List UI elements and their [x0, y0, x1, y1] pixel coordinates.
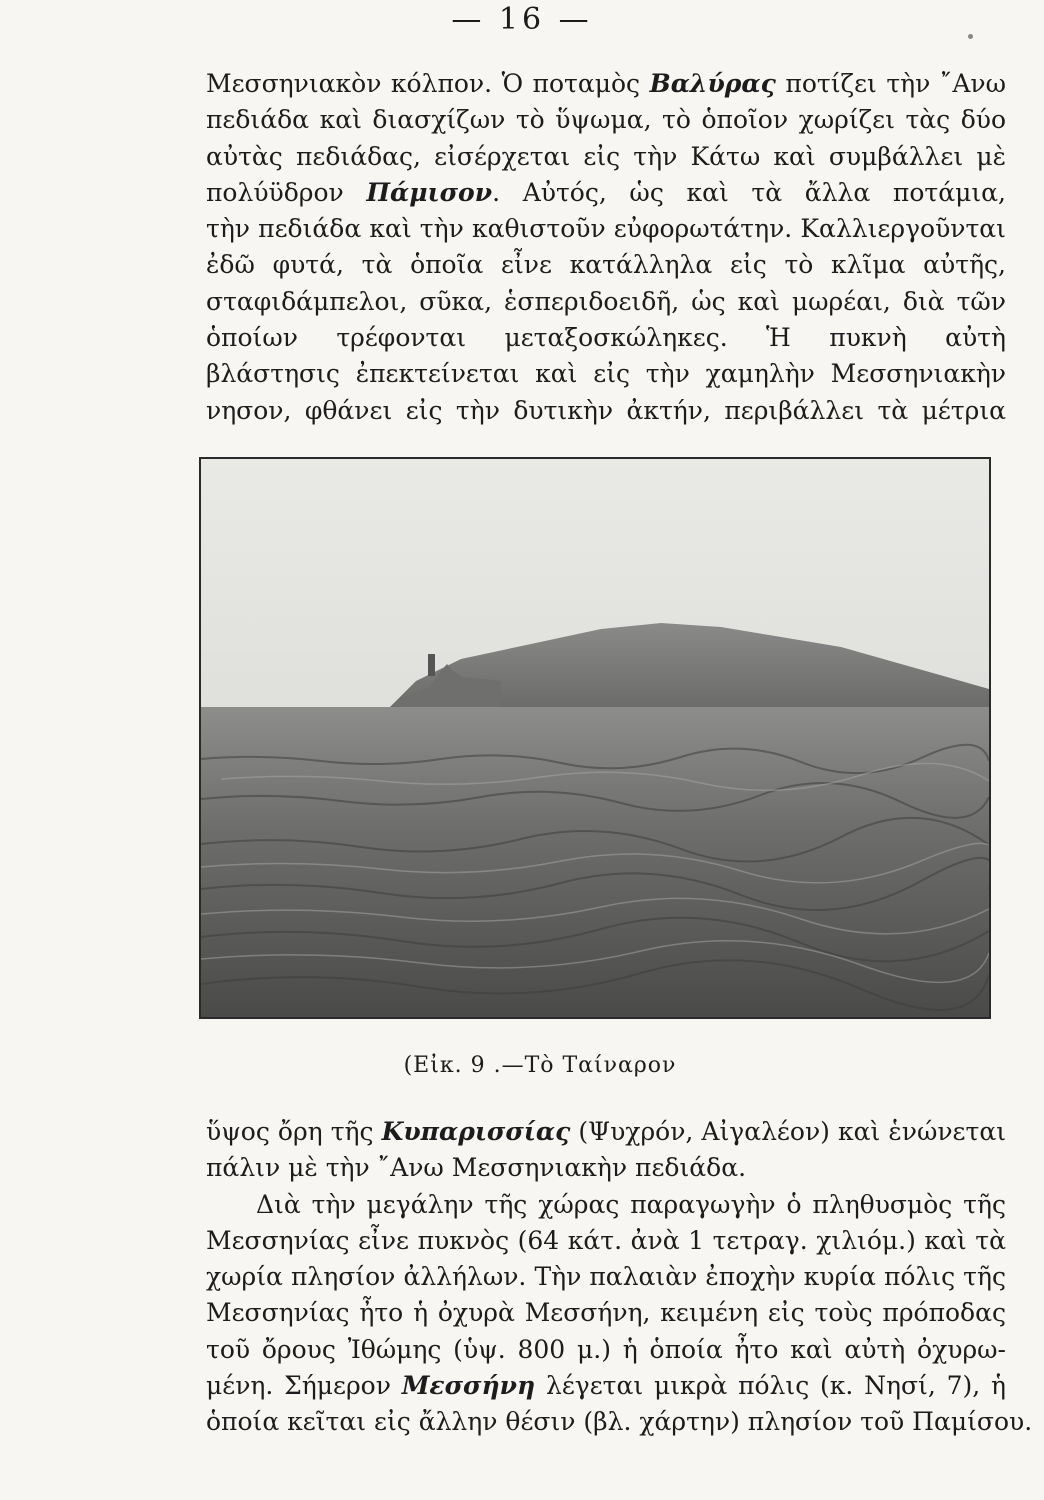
text-segment: Διὰ τὴν μεγάλην τῆς χώρας παραγωγὴν ὁ πληθυσμὸς τῆς — [256, 1189, 1006, 1219]
text-line — [206, 1150, 1006, 1186]
text-segment: πεδιάδα καὶ διασχίζων τὸ ὕψωμα, τὸ ὁποῖον χωρίζει τὰς δύο — [206, 105, 1006, 135]
seascape-photo — [201, 459, 989, 1017]
text-line — [206, 102, 1006, 138]
text-segment: πολύϋδρον — [206, 177, 367, 207]
text-line — [206, 66, 1006, 102]
text-segment: Μεσσηνίας εἶνε πυκνὸς (64 κάτ. ἀνὰ 1 τετραγ. χιλιόμ.) καὶ τὰ — [206, 1225, 1006, 1255]
text-segment: Μεσσηνίας ἦτο ἡ ὀχυρὰ Μεσσήνη, κειμένη εἰς τοὺς πρόποδας — [206, 1298, 1006, 1328]
text-segment: Μεσσηνιακὸν κόλπον. Ὁ ποταμὸς — [206, 69, 650, 98]
text-segment: τὴν πεδιάδα καὶ τὴν καθιστοῦν εὐφορωτάτην. Καλλιεργοῦνται — [206, 214, 1006, 244]
text-segment: σταφιδάμπελοι, σῦκα, ἑσπεριδοειδῆ, ὡς καὶ μωρέαι, διὰ τῶν — [206, 286, 1006, 316]
text-segment: αὐτὰς πεδιάδας, εἰσέρχεται εἰς τὴν Κάτω καὶ συμβάλλει μὲ — [206, 141, 1006, 171]
text-segment: λέγεται μικρὰ πόλις (κ. Νησί, 7), ἡ — [535, 1371, 1006, 1401]
figure-caption: (Εἰκ. 9 .—Τὸ Ταίναρον — [403, 1053, 677, 1078]
paragraph-bottom — [206, 1114, 1033, 1441]
text-line — [206, 247, 1006, 283]
text-line — [206, 1187, 1006, 1223]
text-line — [206, 139, 1006, 175]
text-line — [206, 175, 1006, 211]
text-segment: . Αὐτός, ὡς καὶ τὰ ἄλλα ποτάμια, — [492, 177, 1006, 207]
text-segment: ὕψος ὄρη τῆς — [206, 1117, 382, 1146]
emphasized-term: Μεσσήνη — [401, 1371, 536, 1401]
text-line — [206, 1368, 1006, 1404]
text-line — [206, 284, 1006, 320]
text-line — [206, 1114, 1006, 1150]
text-segment: ἐδῶ φυτά, τὰ ὁποῖα εἶνε κατάλληλα εἰς τὸ κλῖμα αὐτῆς, — [206, 250, 1006, 280]
text-segment: ποτίζει τὴν ῎Ανω — [775, 69, 1006, 98]
figure-photo-tainaron — [199, 457, 991, 1019]
text-line — [206, 320, 1006, 356]
text-line — [206, 1404, 1033, 1440]
text-segment: ὁποία κεῖται εἰς ἄλλην θέσιν (βλ. χάρτην) πλησίον τοῦ Παμίσου. — [206, 1407, 1033, 1437]
text-segment: νησον, φθάνει εἰς τὴν δυτικὴν ἀκτήν, περιβάλλει τὰ μέτρια — [206, 395, 1006, 425]
text-segment: ὁποίων τρέφονται μεταξοσκώληκες. Ἡ πυκνὴ αὐτὴ — [206, 323, 1006, 353]
text-line — [206, 356, 1006, 392]
text-line — [206, 1332, 1006, 1368]
text-line — [206, 393, 1006, 429]
text-segment: πάλιν μὲ τὴν ῎Ανω Μεσσηνιακὴν πεδιάδα. — [206, 1153, 747, 1183]
page-number: — 16 — — [451, 2, 593, 37]
lighthouse-icon — [428, 654, 435, 676]
emphasized-term: Κυπαρισσίας — [381, 1117, 571, 1146]
print-speck — [968, 34, 973, 39]
text-line — [206, 211, 1006, 247]
text-segment: (Ψυχρόν, Αἰγαλέον) καὶ ἑνώνεται — [570, 1117, 1006, 1146]
text-segment: τοῦ ὄρους Ἰθώμης (ὑψ. 800 μ.) ἡ ὁποία ἦτο καὶ αὐτὴ ὀχυρω- — [206, 1334, 1006, 1364]
emphasized-term: Πάμισον — [366, 177, 493, 207]
paragraph-top — [206, 66, 1006, 429]
text-segment: χωρία πλησίον ἀλλήλων. Τὴν παλαιὰν ἐποχὴν κυρία πόλις τῆς — [206, 1262, 1006, 1292]
text-line — [206, 1223, 1006, 1259]
text-segment: βλάστησις ἐπεκτείνεται καὶ εἰς τὴν χαμηλὴν Μεσσηνιακὴν — [206, 359, 1006, 389]
emphasized-term: Βαλύρας — [649, 69, 776, 98]
text-segment: μένη. Σήμερον — [206, 1371, 402, 1401]
text-line — [206, 1259, 1006, 1295]
text-line — [206, 1295, 1006, 1331]
